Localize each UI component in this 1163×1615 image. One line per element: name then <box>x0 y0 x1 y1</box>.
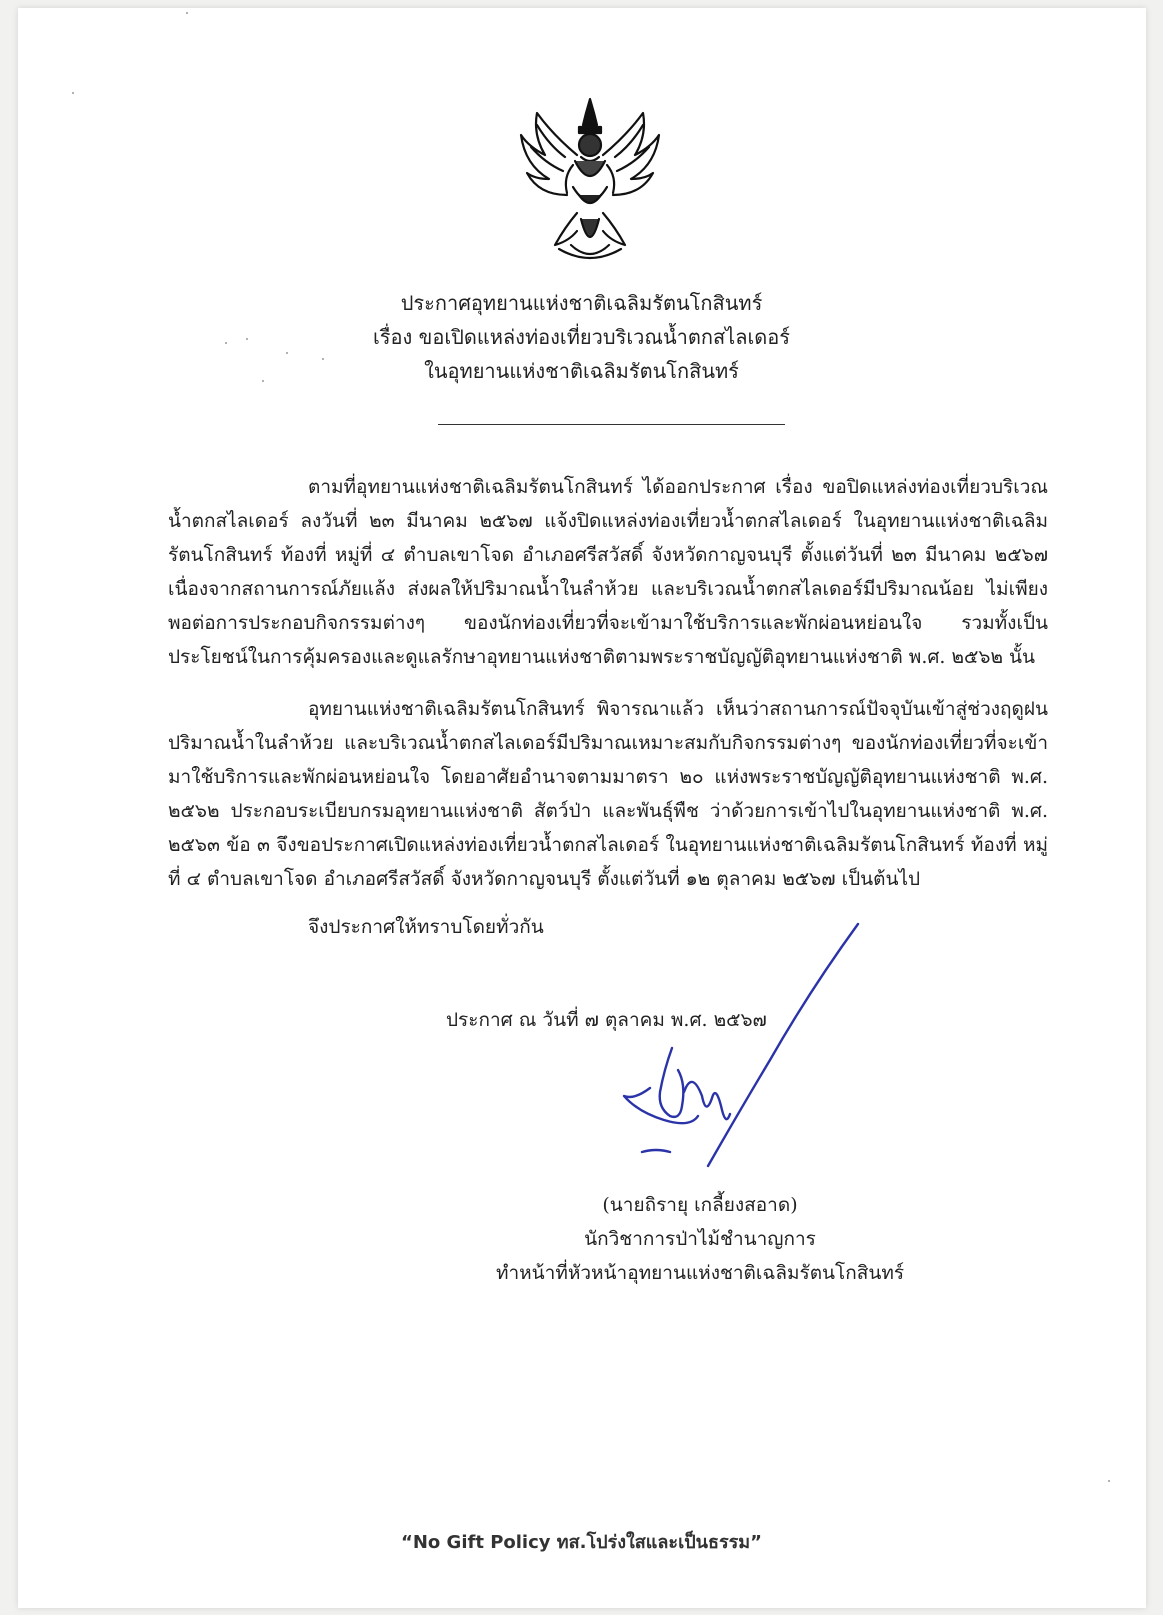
announcement-subject: เรื่อง ขอเปิดแหล่งท่องเที่ยวบริเวณน้ำตกสไลเดอร์ <box>372 325 791 349</box>
signatory-name: (นายถิรายุ เกลี้ยงสอาด) <box>602 1194 798 1216</box>
footer-policy-slogan: “No Gift Policy ทส.โปร่งใสและเป็นธรรม” <box>401 1532 762 1553</box>
signatory-acting-role: ทำหน้าที่หัวหน้าอุทยานแห่งชาติเฉลิมรัตนโกสินทร์ <box>495 1262 905 1284</box>
signatory-position: นักวิชาการป่าไม้ชำนาญการ <box>584 1228 816 1250</box>
scan-speck <box>72 92 74 94</box>
announcement-date: ประกาศ ณ วันที่ ๗ ตุลาคม พ.ศ. ๒๕๖๗ <box>446 1009 767 1031</box>
garuda-emblem-icon <box>515 95 665 265</box>
body-paragraph-2: อุทยานแห่งชาติเฉลิมรัตนโกสินทร์ พิจารณาแล้ว เห็นว่าสถานการณ์ปัจจุบันเข้าสู่ช่วงฤดูฝน ปริมาณน้ำในลำห้วย และบริเวณน้ำตกสไลเดอร์มีปริมาณเหมาะสมกับกิจกรรมต่างๆ ของนักท่องเที่ยวที่จะเข้ามาใช้บริการและพักผ่อนหย่อนใจ โดยอาศัยอำนาจตามมาตรา ๒๐ แห่งพระราชบัญญัติอุทยานแห่งชาติ พ.ศ. ๒๕๖๒ ประกอบระเบียบกรมอุทยานแห่งชาติ สัตว์ป่า และพันธุ์พืช ว่าด้วยการเข้าไปในอุทยานแห่งชาติ พ.ศ. ๒๕๖๓ ข้อ ๓ จึงขอประกาศเปิดแหล่งท่องเที่ยวน้ำตกสไลเดอร์ ในอุทยานแห่งชาติเฉลิมรัตนโกสินทร์ ท้องที่ หมู่ที่ ๔ ตำบลเขาโจด อำเภอศรีสวัสดิ์ จังหวัดกาญจนบุรี ตั้งแต่วันที่ ๑๒ ตุลาคม ๒๕๖๗ เป็นต้นไป <box>168 698 1048 890</box>
closing-statement: จึงประกาศให้ทราบโดยทั่วกัน <box>308 916 544 938</box>
scan-speck <box>1108 1480 1110 1482</box>
announcement-subject-location: ในอุทยานแห่งชาติเฉลิมรัตนโกสินทร์ <box>424 359 739 383</box>
heading-divider <box>438 424 785 425</box>
scan-speck <box>186 12 188 14</box>
announcement-heading <box>0 286 1163 388</box>
handwritten-signature <box>620 920 880 1170</box>
body-paragraph-1: ตามที่อุทยานแห่งชาติเฉลิมรัตนโกสินทร์ ได้ออกประกาศ เรื่อง ขอปิดแหล่งท่องเที่ยวบริเวณน้ำตกสไลเดอร์ ลงวันที่ ๒๓ มีนาคม ๒๕๖๗ แจ้งปิดแหล่งท่องเที่ยวน้ำตกสไลเดอร์ ในอุทยานแห่งชาติเฉลิมรัตนโกสินทร์ ท้องที่ หมู่ที่ ๔ ตำบลเขาโจด อำเภอศรีสวัสดิ์ จังหวัดกาญจนบุรี ตั้งแต่วันที่ ๒๓ มีนาคม ๒๕๖๗ เนื่องจากสถานการณ์ภัยแล้ง ส่งผลให้ปริมาณน้ำในลำห้วย และบริเวณน้ำตกสไลเดอร์มีปริมาณน้อย ไม่เพียงพอต่อการประกอบกิจกรรมต่างๆ ของนักท่องเที่ยวที่จะเข้ามาใช้บริการและพักผ่อนหย่อนใจ รวมทั้งเป็นประโยชน์ในการคุ้มครองและดูแลรักษาอุทยานแห่งชาติตามพระราชบัญญัติอุทยานแห่งชาติ พ.ศ. ๒๕๖๒ นั้น <box>168 476 1048 668</box>
signatory-block <box>470 1188 930 1290</box>
announcement-title: ประกาศอุทยานแห่งชาติเฉลิมรัตนโกสินทร์ <box>400 291 763 315</box>
